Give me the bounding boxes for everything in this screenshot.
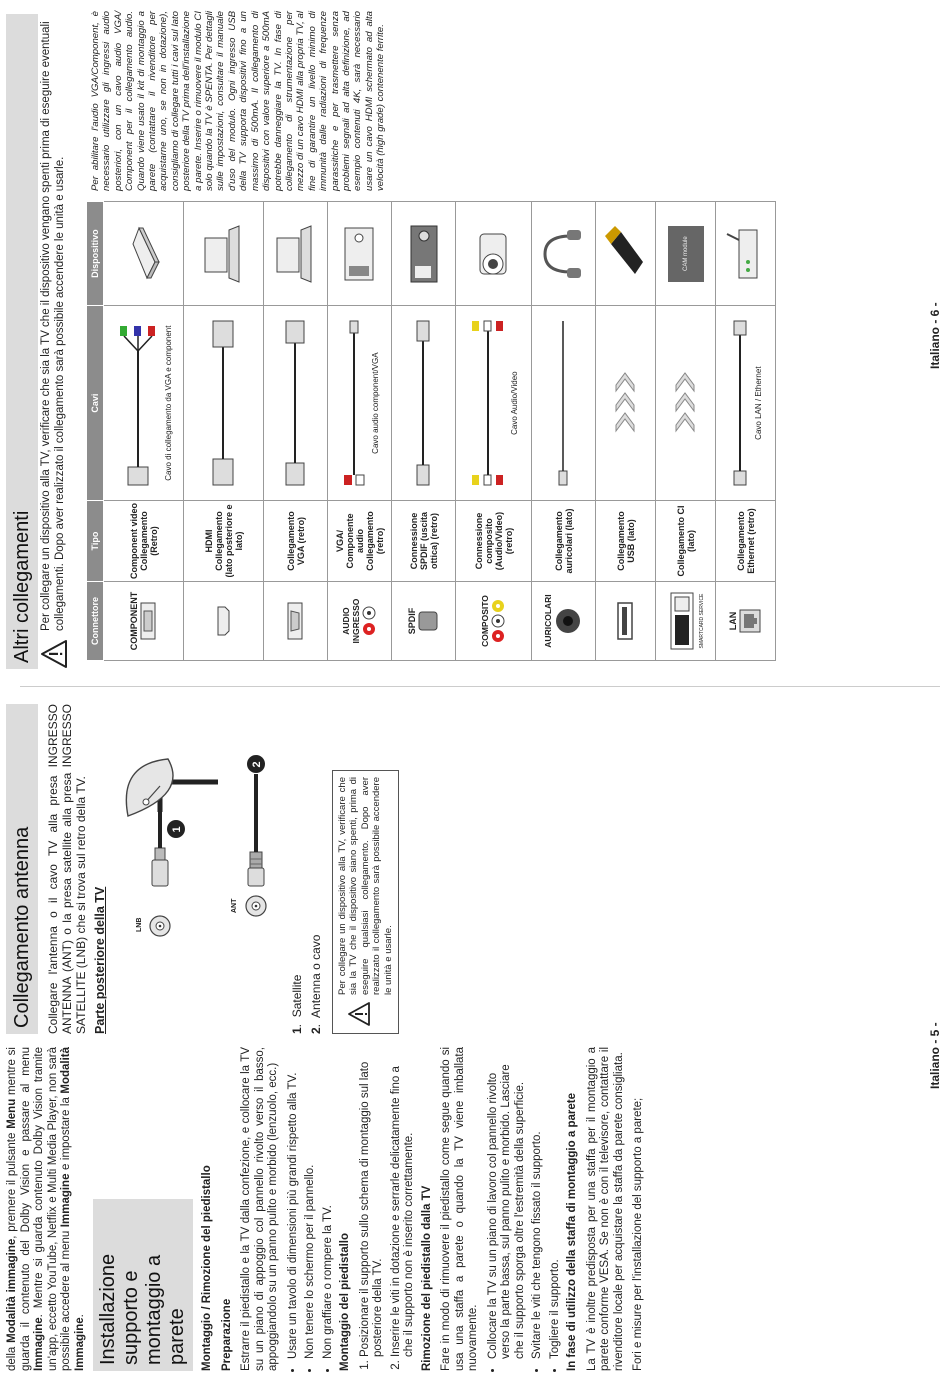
mount-remove-heading: Montaggio / Rimozione del piedistallo xyxy=(201,1165,213,1371)
connector-cell xyxy=(264,582,328,661)
col-type: Tipo xyxy=(87,501,104,582)
component-port-icon xyxy=(139,601,157,641)
cable-cell: Cavo LAN / Ethernet xyxy=(716,306,776,501)
antenna-text: Collegare l'antenna o il cavo TV alla presa INGRESSO ANTENNA (ANT) o la presa satellite alla presa INGRESSO SATELLITE (LNB) che si trova sul retro della TV. xyxy=(46,704,88,1034)
router-icon xyxy=(725,224,765,284)
laptop-icon xyxy=(273,222,317,286)
page-6 xyxy=(0,0,950,669)
col-connector: Connettore xyxy=(87,582,104,661)
ant-label: ANT xyxy=(230,898,238,913)
intro-text: Per collegare un dispositivo alla TV, verificare che sia la TV che il dispositivo vengano spenti prima di eseguire eventuali collegamenti. Dopo aver realizzato il collegamento sarà possibile accendere le unità e usarle. xyxy=(40,21,66,631)
table-row xyxy=(328,202,392,661)
type-cell: Collegamento Ethernet (retro) xyxy=(716,501,776,582)
dvd-player-icon xyxy=(123,224,163,284)
device-cell xyxy=(264,202,328,306)
type-cell: Connessione SPDIF (uscita ottica) (retro) xyxy=(392,501,456,582)
table-header-row xyxy=(87,202,104,661)
stand-remove-bullets xyxy=(487,1047,563,1371)
ci-slot-icon xyxy=(667,591,697,651)
device-cell xyxy=(716,202,776,306)
lnb-label: LNB xyxy=(135,917,143,932)
list-item: • Svitare le viti che tengono fissato il supporto. xyxy=(531,1047,545,1359)
connector-cell: SPDIF xyxy=(392,582,456,661)
table-row xyxy=(392,202,456,661)
table-row xyxy=(532,202,596,661)
cable-cell xyxy=(656,306,716,501)
headphones-icon xyxy=(541,226,585,282)
type-cell: Collegamento USB (lato) xyxy=(596,501,656,582)
page5-footer: Italiano - 5 - xyxy=(928,1022,942,1089)
device-cell xyxy=(104,202,184,306)
laptop-icon xyxy=(201,222,245,286)
wall-mount-section-title: Installazione supporto e montaggio a parete xyxy=(93,1199,193,1371)
badge-2: 2 xyxy=(250,761,263,768)
audio-device-icon xyxy=(339,222,379,286)
cable-cell: Cavo di collegamento da VGA e component xyxy=(104,306,184,501)
component-cable-icon xyxy=(114,315,162,491)
device-cell xyxy=(184,202,264,306)
connector-cell: COMPONENT xyxy=(104,582,184,661)
dolby-vision-paragraph: della Modalità immagine, premere il pulsante Menu mentre si guarda il contenuto del Dolby Vision e passare al menu Immagine. Mentre si guarda contenuto Dolby Vision tramite un'app, eccetto YouTube, Netflix e Multi Media Player, non sarà possibile accedere al menu Immagine e impostare la Modalità Immagine. xyxy=(6,1047,86,1371)
type-cell: Connessione composito (Audio/Video) (retro) xyxy=(456,501,532,582)
warning-triangle-icon xyxy=(40,639,68,669)
audio-in-port-icon xyxy=(361,603,377,639)
cam-module-icon: CAM module xyxy=(668,226,704,282)
stand-remove-heading: Rimozione del piedistallo dalla TV xyxy=(420,1185,433,1371)
antenna-diagram xyxy=(108,704,288,1034)
connector-cell: AUDIO INGRESSO xyxy=(328,582,392,661)
hdmi-port-icon xyxy=(215,604,231,638)
connector-cell: COMPOSITO xyxy=(456,582,532,661)
page-5 xyxy=(0,689,950,1379)
device-cell xyxy=(596,202,656,306)
cable-cell: Cavo Audio/Video xyxy=(456,306,532,501)
av-cable-icon xyxy=(468,315,508,491)
page-divider xyxy=(20,686,940,687)
table-row xyxy=(716,202,776,661)
connector-cell xyxy=(184,582,264,661)
table-row xyxy=(656,202,716,661)
wall-holes-text: Fori e misure per l'installazione del supporto a parete; xyxy=(632,1097,644,1371)
list-item: • Usare un tavolo di dimensioni più grandi rispetto alla TV. xyxy=(287,1047,301,1359)
rear-tv-label: Parte posteriore della TV xyxy=(93,886,107,1034)
cable-cell xyxy=(184,306,264,501)
col-cables: Cavi xyxy=(87,306,104,501)
warning-box xyxy=(332,770,400,1034)
warning-text: Per collegare un dispositivo alla TV, verificare che sia la TV che il dispositivo siano spenti, prima di eseguire qualsiasi collegamento. Dopo aver realizzato il collegamento sarà possibile accendere le unità e usarle. xyxy=(336,777,394,995)
list-item: • Collocare la TV su un piano di lavoro col pannello rivolto verso la parte bassa, sul panno pulito e morbido. Lasciare che il supporto sporga oltre l'estremità della superficie. xyxy=(487,1047,528,1359)
headphone-cable-icon xyxy=(553,315,573,491)
page6-footer: Italiano - 6 - xyxy=(928,302,942,369)
preparation-heading: Preparazione xyxy=(220,1298,233,1371)
col-device: Dispositivo xyxy=(87,202,104,306)
type-cell: Collegamento CI (lato) xyxy=(656,501,716,582)
optical-cable-icon xyxy=(408,315,438,491)
list-item: 2. Inserire le viti in dotazione e serrarle delicatamente fino a che il supporto non è inserito correttamente. xyxy=(390,1047,417,1357)
table-row xyxy=(596,202,656,661)
legend-satellite: 1. Satellite xyxy=(289,974,304,1034)
usb-port-icon xyxy=(616,601,634,641)
usb-stick-icon xyxy=(605,224,645,284)
device-cell xyxy=(328,202,392,306)
device-cell xyxy=(656,202,716,306)
preparation-bullets xyxy=(287,1047,336,1371)
badge-1: 1 xyxy=(170,826,183,833)
audio-cable-icon xyxy=(339,315,369,491)
antenna-section-title: Collegamento antenna xyxy=(6,704,38,1034)
table-row xyxy=(264,202,328,661)
stand-mount-heading: Montaggio del piedistallo xyxy=(339,1233,351,1371)
spdif-port-icon xyxy=(417,610,439,632)
device-cell xyxy=(532,202,596,306)
legend-antenna: 2. Antenna o cavo xyxy=(308,934,323,1034)
amplifier-icon xyxy=(403,222,443,286)
composite-port-icon xyxy=(490,598,506,644)
usb-arrows-icon xyxy=(610,315,640,491)
cable-cell xyxy=(532,306,596,501)
type-cell: Collegamento VGA (retro) xyxy=(264,501,328,582)
list-item: 1. Posizionare il supporto sullo schema di montaggio sul lato posteriore della TV. xyxy=(359,1047,386,1357)
connections-table xyxy=(86,201,776,661)
connector-cell: AURICOLARI xyxy=(532,582,596,661)
warning-triangle-icon xyxy=(347,1001,371,1027)
cable-cell xyxy=(596,306,656,501)
hdmi-cable-icon xyxy=(203,315,243,491)
vga-port-icon xyxy=(286,601,304,641)
cable-cell xyxy=(392,306,456,501)
vga-cable-icon xyxy=(278,315,312,491)
wall-bracket-text: La TV è inoltre predisposta per una staffa per il montaggio a parete conforme VESA. Se non è con il televisore, contattare il rivenditore locale per acquistare la staffa da parete consigliata. xyxy=(585,1047,625,1371)
other-connections-title: Altri collegamenti xyxy=(6,14,38,669)
table-row xyxy=(104,202,184,661)
side-note: Per abilitare l'audio VGA/Component, è necessario utilizzare gli ingressi audio posteriori, con un cavo audio VGA/ Component per il collegamento audio. Quando viene usato il kit di montaggio a parete (contattare il rivenditore per acquistarne uno, se non in dotazione), consigliamo di collegare tutti i cavi sul lato posteriore della TV prima dell'installazione a parete. Inserire o rimuovere il modulo CI solo quando la TV è SPENTA. Per dettagli sulle impostazioni, consultare il manuale d'uso del modulo. Ogni ingresso USB della TV supporta dispositivi fino a un massimo di 500mA. Il collegamento di dispositivi con valore superiore a 500mA potrebbe danneggiare la TV. In fase di collegamento di strumentazione per mezzo di un cavo HDMI alla propria TV, al fine di garantire un livello minimo di immunità dalle radiazioni di frequenze parassitiche e per trasmettere senza problemi segnali ad alta definizione, ad esempio contenuti 4K, sarà necessario usare un cavo HDMI schermato ad alta velocità (high grade) contenente ferrite. xyxy=(90,11,387,191)
connector-cell: SMARTCARD SERVICE xyxy=(656,582,716,661)
table-row xyxy=(456,202,532,661)
connector-cell: LAN xyxy=(716,582,776,661)
wall-bracket-heading: In fase di utilizzo della staffa di montaggio a parete xyxy=(566,1093,578,1371)
camcorder-icon xyxy=(470,222,516,286)
type-cell: Component video Collegamento (Retro) xyxy=(104,501,184,582)
table-row xyxy=(184,202,264,661)
intro-row xyxy=(40,9,68,669)
stand-mount-steps xyxy=(359,1047,417,1371)
list-item: • Non graffiare o rompere la TV. xyxy=(322,1047,336,1359)
ant-port-icon xyxy=(246,896,266,916)
connector-cell xyxy=(596,582,656,661)
headphone-jack-icon xyxy=(553,606,583,636)
device-cell xyxy=(392,202,456,306)
page5-column-1 xyxy=(6,1047,652,1371)
type-cell: Collegamento auricolari (lato) xyxy=(532,501,596,582)
ethernet-cable-icon xyxy=(728,315,752,491)
lan-port-icon xyxy=(738,608,762,634)
cable-cell xyxy=(264,306,328,501)
type-cell: VGA/ Componente audio Collegamento (retro) xyxy=(328,501,392,582)
stand-remove-text: Fare in modo di rimuovere il piedistallo come segue quando si usa una staffa a parete o quando la TV viene imballata nuovamente. xyxy=(440,1047,479,1371)
preparation-text: Estrarre il piedistallo e la TV dalla confezione, e collocare la TV su un piano di appoggio col pannello rivolto verso il basso, appoggiandolo su un panno pulito e morbido (lenzuolo, ecc.) xyxy=(240,1047,279,1371)
cable-cell: Cavo audio component/VGA xyxy=(328,306,392,501)
satellite-dish-icon xyxy=(126,759,218,816)
lnb-port-icon xyxy=(150,916,170,936)
device-cell xyxy=(456,202,532,306)
list-item: • Togliere il supporto. xyxy=(549,1047,563,1359)
antenna-legend xyxy=(290,704,324,1034)
type-cell: HDMI Collegamento (lato posteriore e lato) xyxy=(184,501,264,582)
list-item: • Non tenere lo schermo per il pannello. xyxy=(304,1047,318,1359)
ci-arrows-icon xyxy=(670,315,700,491)
page5-column-2 xyxy=(6,704,399,1034)
